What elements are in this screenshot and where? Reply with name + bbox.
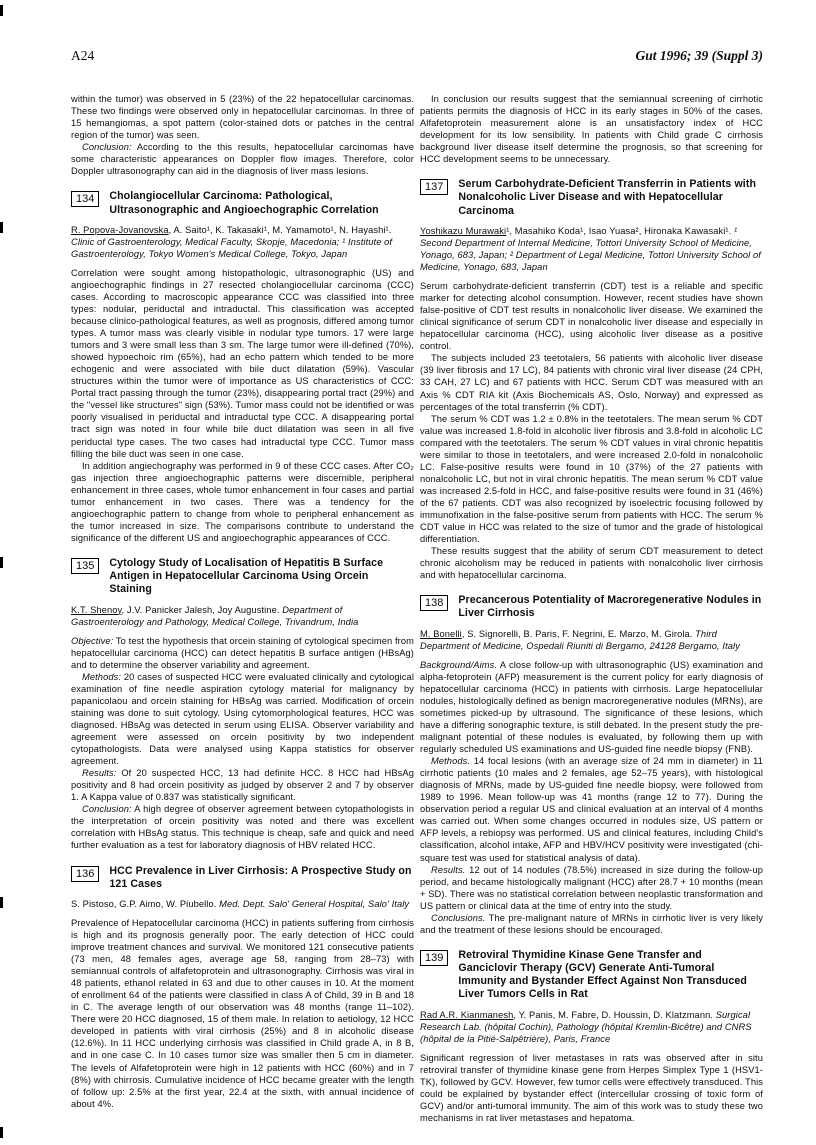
abstract-137-header bbox=[420, 178, 763, 218]
abstract-number-badge: 136 bbox=[71, 866, 99, 882]
co-authors: , Y. Panis, M. Fabre, D. Houssin, D. Klatzmann. bbox=[513, 1009, 716, 1020]
paragraph bbox=[71, 635, 414, 671]
paragraph-text: A high degree of observer agreement between cytopathologists in the interpretation of orcein positivity was noted and there was excellent correlation with HBsAg status. This technique is cheap, safe and quick and need further evaluation as a test for laboratory diagnosis of HBV related HCC. bbox=[71, 804, 414, 851]
abstract-133-continuation bbox=[71, 93, 414, 177]
paragraph bbox=[420, 755, 763, 863]
abstract-title: Cholangiocellular Carcinoma: Pathological, Ultrasonographic and Angioechographic Correlation bbox=[109, 190, 379, 216]
abstract-number-badge: 134 bbox=[71, 191, 99, 207]
first-author: M. Bonelli bbox=[420, 628, 462, 639]
abstract-139 bbox=[420, 949, 763, 1124]
paragraph-lead: Conclusions. bbox=[431, 912, 486, 923]
affiliation: ¹ Second Department of Internal Medicine, Tottori University School of Medicine, Yonago, 683, Japan; ² Department of Legal Medicine, Tottori University School of Medicine, Yonago, 683, Japan bbox=[420, 225, 761, 273]
paragraph-text: The pre-malignant nature of MRNs in cirrhotic liver is very likely and the treatment of these lesions should be encouraged. bbox=[420, 912, 763, 935]
left-column bbox=[71, 93, 414, 1110]
paragraph-text: The serum % CDT was 1.2 ± 0.8% in the teetotalers. The mean serum % CDT value was increased 1.8-fold in alcoholic liver fibrosis and 3.8-fold in alcoholic LC compared with the teetotalers. The serum % CDT values in viral chronic hepatitis were similar to those in teetotalers, and were increased 2.0-fold in nonalcoholic LC. False-positive results were found in 10 (37%) of the 27 patients with nonalcoholic LC, but not in viral chronic hepatitis. The mean serum % CDT value was increased 2.5-fold in HCC, and false-positive results were found in 31 (46%) of the 67 patients. CDT was also recognized by isoelectric focusing followed by immunofixation in the false-positive serum from patients with HCC. The serum % CDT value in HCC was related to the size of tumor and the grade of histological differentiation. bbox=[420, 413, 763, 545]
paragraph-text: In conclusion our results suggest that the semiannual screening of cirrhotic patients permits the diagnosis of HCC in its early stages in 50% of the cases. Alfafetoprotein measurement alone is an unsatisfactory index of HCC development for its low sensibility. In patients with Child grade C cirrhosis background liver disease itself determine the prognosis, so that screening for HCC development seems to be unnecessary. bbox=[420, 94, 763, 165]
paragraph-text: To test the hypothesis that orcein staining of cytological specimen from hepatocellular carcinoma (HCC) can detect hepatitis B surface antigen (HBsAg) and to determine the observer variability and agreement. bbox=[71, 635, 414, 670]
co-authors: S. Pistoso, G.P. Aimo, W. Piubello. bbox=[71, 898, 220, 909]
paragraph-text: within the tumor) was observed in 5 (23%) of the 22 hepatocellular carcinomas. These two findings were observed only in hepatocellular carcinomas. In three of 15 hemangiomas, a spot pattern (color-stained dots or patches in the central region of the tumor) was seen. bbox=[71, 94, 414, 141]
first-author: Rad A.R. Kianmanesh bbox=[420, 1009, 514, 1020]
paragraph-text: A close follow-up with ultrasonographic (US) examination and alpha-fetoprotein (AFP) measurement is the current policy for early diagnosis of hepatocellular carcinoma (HCC) in patients with cirrhosis. Large hepatocellular nodules, histologically defined as benign macroregenerative nodules (MRNs), are sometimes picked-up by ultrasound. The significance of these lesions, which have a differing sonographic texture, is still debated. In the present study the pre-malignant potential of these nodules is evaluated, by following them up with regularly scheduled US examinations and US-guided fine needle biopsy (FNB). bbox=[420, 659, 763, 755]
abstract-136-header bbox=[71, 865, 414, 891]
abstract-137 bbox=[420, 178, 763, 581]
first-author: R. Popova-Jovanovska bbox=[71, 224, 169, 235]
paragraph-text: In addition angiechography was performed in 9 of these CCC cases. After CO₂ gas injection three angioechographic patterns were discernible, peripheral enhancement in three cases, whole tumor enhancement in four cases and partial tumor enhancement in two cases. There was a tendency for the angioechographic pattern to change from whole to peripheral enhancement as the tumor increased in size. The comparisons contribute to understand the significance of the different US and angioechographic appearances of CCC. bbox=[71, 460, 414, 543]
paragraph bbox=[420, 545, 763, 581]
abstract-number-badge: 139 bbox=[420, 950, 448, 966]
affiliation: Department of Gastroenterology and Pathology, Medical College, Trivandrum, India bbox=[71, 604, 359, 627]
scan-edge-mark bbox=[0, 5, 3, 16]
abstract-title: Cytology Study of Localisation of Hepatitis B Surface Antigen in Hepatocellular Carcinoma Using Orcein Staining bbox=[109, 556, 384, 596]
abstract-authors bbox=[420, 225, 763, 273]
abstract-138 bbox=[420, 594, 763, 936]
paragraph-lead: Conclusion: bbox=[82, 142, 132, 153]
abstract-135 bbox=[71, 557, 414, 852]
affiliation: Med. Dept. Salo' General Hospital, Salo' Italy bbox=[219, 898, 410, 909]
co-authors: ¹, Masahiko Koda¹, Isao Yuasa², Hironaka Kawasaki¹. bbox=[506, 225, 734, 236]
abstract-title: HCC Prevalence in Liver Cirrhosis: A Prospective Study on 121 Cases bbox=[109, 864, 412, 890]
paragraph bbox=[71, 267, 414, 460]
paragraph-lead: Results: bbox=[82, 768, 117, 779]
abstract-136-continuation bbox=[420, 93, 763, 165]
abstract-number-badge: 137 bbox=[420, 179, 448, 195]
paragraph-text: Significant regression of liver metastases in rats was observed after in situ retroviral transfer of thymidine kinase gene from Herpes Simplex Type 1 (HSV1-TK), followed by GCV. However, few tumor cells were effectively transduced. This could be explained by bystander effect (intercellular crossing of toxic form of GCV) and/or anti-tumoral immunity. The aim of this work was to study these two mechanisms in rat liver metastases and hepatoma. bbox=[420, 1052, 763, 1124]
right-column bbox=[420, 93, 763, 1124]
paragraph bbox=[71, 93, 414, 141]
abstract-authors bbox=[420, 1009, 763, 1045]
paragraph-text: Prevalence of Hepatocellular carcinoma (HCC) in patients suffering from cirrhosis is high and its prognosis generally poor. The early detection of HCC could improve treatment chances and survival. We monitored 121 consecutive patients (73 men, 48 females ages, average age 58, ranging from 28–73) with semiannual controls of alfafetoprotein and ultrasonography. Cirrhosis was viral in 48 patients, ethanol related in 63 and due to other causes in 10. At the moment of enrollment 64 of the patients were classified in class A of Child, 39 in B and 18 in C. The average length of our observation was 48 months (range 11–102). There were 20 HCC diagnosed, 15 of them male. In relation to aetiology, 12 HCC developed in patients with viral cirrhosis (25%) and 8 in alcoholic disease (12.6%). In 11 HCC underlying cirrhosis was classified in Child grade A, in 8 B, and in one case C. In 10 cases tumor size was smaller then 5 cm in diameter. The levels of Alfafetoprotein were high in 12 patients with HCC (60%) and in 7 (8%) with chirrosis. Cumulative incidence of HCC became greater with the length of follow up: 2.5% at the first year, 22.4 at the sixth, with annual incidence of about 4%. bbox=[71, 917, 414, 1109]
paragraph bbox=[71, 671, 414, 767]
abstract-number-badge: 138 bbox=[420, 595, 448, 611]
abstract-title: Retroviral Thymidine Kinase Gene Transfer and Ganciclovir Therapy (GCV) Generate Anti-Tumoral Immunity and Bystander Effect Against Non Transduced Liver Tumors Cells in Rat bbox=[458, 948, 747, 1001]
paragraph-text: According to the this results, hepatocellular carcinomas have some characteristic appearances on Doppler flow images. Therefore, color Doppler ultrasonography can aid in the diagnosis of liver mass lesions. bbox=[71, 142, 414, 177]
scan-edge-mark bbox=[0, 897, 3, 908]
paragraph-text: These results suggest that the ability of serum CDT measurement to detect chronic alcoholism may be reduced in patients with nonalcoholic liver cirrhosis and with hepatocellular carcinoma. bbox=[420, 546, 763, 581]
paragraph-lead: Background/Aims. bbox=[420, 659, 498, 670]
paragraph bbox=[71, 767, 414, 803]
paragraph-lead: Conclusion: bbox=[82, 804, 132, 815]
paragraph bbox=[71, 917, 414, 1110]
abstract-134 bbox=[71, 190, 414, 544]
paragraph bbox=[420, 659, 763, 755]
abstract-136 bbox=[71, 865, 414, 1110]
paragraph-text: 20 cases of suspected HCC were evaluated clinically and cytological examination of fine needle aspiration cytology material for malignancy by papanicolaou and orcein staining for HBsAg was carried. Modification of orcein staining was done to suit cytology. Using cytomorphological features, HCC was diagnosed. HBsAg was detected in serum using ELISA. Observer variability and agreement were assessed on orcein positivity by two independent cytopathologists. Data were analysed using Kappa statistics for observer agreement. bbox=[71, 671, 414, 767]
paragraph-text: The subjects included 23 teetotalers, 56 patients with alcoholic liver disease (39 liver fibrosis and 17 LC), 84 patients with chronic viral liver disease (24 CPH, 33 CAH, 27 LC) and 67 patients with HCC. Serum CDT was measured with an Axis % CDT RIA kit (Axis Biochemicals AS, Oslo, Norway) and expressed as percentages of the total transferrin (% CDT). bbox=[420, 353, 763, 412]
journal-reference: Gut 1996; 39 (Suppl 3) bbox=[635, 48, 763, 63]
abstract-authors bbox=[71, 604, 414, 628]
paragraph bbox=[420, 864, 763, 912]
abstract-135-header bbox=[71, 557, 414, 597]
scan-edge-mark bbox=[0, 557, 3, 568]
paragraph bbox=[420, 280, 763, 352]
paragraph-text: 12 out of 14 nodules (78.5%) increased in size during the follow-up period, and became histologically malignant (HCC) after 28.7 + 10 months (mean + SD). There was no statistical correlation between neoplastic transformation and US pattern or clinical data at the time of entry into the study. bbox=[420, 864, 763, 911]
first-author: K.T. Shenoy bbox=[71, 604, 122, 615]
page-number: A24 bbox=[71, 48, 95, 63]
paragraph bbox=[420, 912, 763, 936]
paragraph-text: Correlation were sought among histopathologic, ultrasonographic (US) and angioechographic findings in 27 resected cholangiocellular carcinoma (CCC) cases. According to macroscopic appearance CCC was classified into three types: nodular, periductal and intraductal. This classification was accepted because clinico-pathological features, as well as prognosis, differed among tumor types. A tumor mass was clearly visible in nodular type tumors. 17 were large tumors and 3 were small less than 3 sm. The large tumor were ill-defined (70%), showed hypoechoic rim (65%), had an echo pattern which tended to be more echogenic and were associated with bile duct dilatation (59%). Vascular structures within the tumor were of importance as US characteristics of CCC: Portal tract passing through the tumor (23%), disappearing portal tract (29%) and the "vessel like structures" sign (53%). Tumor mass could not be identified or was poorly visualised in periductal and intraductal type CCC. A disappearing portal tract sign was noted in four while bile duct dilatation was seen in all five periductal type cases. The two cases had intraductal type CCC. Tumor mass filling the bile duct was seen in one case. bbox=[71, 267, 414, 459]
paragraph-text: Serum carbohydrate-deficient transferrin (CDT) test is a reliable and specific marker for detecting alcohol consumption. However, recent studies have shown false-positive of CDT test results in nonalcoholic liver disease. We examined the clinical significance of serum CDT in nonalcoholic liver disease and especially in hepatocellular carcinoma (HCC), using alcoholic liver disease as a positive control. bbox=[420, 281, 763, 352]
first-author: Yoshikazu Murawaki bbox=[420, 225, 507, 236]
paragraph bbox=[420, 413, 763, 546]
abstract-138-header bbox=[420, 594, 763, 620]
abstract-title: Precancerous Potentiality of Macroregenerative Nodules in Liver Cirrhosis bbox=[458, 594, 762, 620]
paragraph bbox=[420, 352, 763, 412]
paragraph-lead: Objective: bbox=[71, 635, 114, 646]
abstract-139-header bbox=[420, 949, 763, 1002]
paragraph-lead: Results. bbox=[431, 864, 466, 875]
affiliation: Surgical Research Lab. (hôpital Cochin), Pathology (hôpital Kremlin-Bicêtre) and CNRS (hôpital de la Pitié-Salpêtrière), Paris, France bbox=[420, 1009, 752, 1044]
paragraph bbox=[71, 460, 414, 544]
paragraph bbox=[71, 803, 414, 851]
abstract-authors bbox=[71, 898, 414, 910]
paragraph bbox=[420, 1052, 763, 1124]
abstract-134-header bbox=[71, 190, 414, 216]
affiliation: Clinic of Gastroenterology, Medical Faculty, Skopje, Macedonia; ¹ Institute of Gastroenterology, Tokyo Women's Medical College, Tokyo, Japan bbox=[71, 236, 393, 259]
paragraph-lead: Methods. bbox=[431, 756, 471, 767]
scan-edge-mark bbox=[0, 222, 3, 233]
co-authors: , S. Signorelli, B. Paris, F. Negrini, E. Marzo, M. Girola. bbox=[461, 628, 696, 639]
page-header bbox=[71, 48, 763, 64]
paragraph bbox=[71, 141, 414, 177]
abstract-authors bbox=[71, 224, 414, 260]
abstract-authors bbox=[420, 628, 763, 652]
paragraph-text: Of 20 suspected HCC, 13 had definite HCC. 8 HCC had HBsAg positivity and 8 had orcein positivity as judged by observer 2 and 7 by observer 1. A Kappa value of 0.837 was statistically significant. bbox=[71, 768, 414, 803]
paragraph-lead: Methods: bbox=[82, 671, 122, 682]
paragraph bbox=[420, 93, 763, 165]
abstract-title: Serum Carbohydrate-Deficient Transferrin in Patients with Nonalcoholic Liver Disease and with Hepatocellular Carcinoma bbox=[458, 178, 757, 217]
scan-edge-mark bbox=[0, 1127, 3, 1138]
abstract-number-badge: 135 bbox=[71, 558, 99, 574]
co-authors: , J.V. Panicker Jalesh, Joy Augustine. bbox=[121, 604, 283, 615]
affiliation: Third Department of Medicine, Ospedali Riuniti di Bergamo, 24128 Bergamo, Italy bbox=[420, 628, 740, 651]
co-authors: , A. Saito¹, K. Takasaki¹, M. Yamamoto¹, N. Hayashi¹. bbox=[168, 224, 392, 235]
paragraph-text: 14 focal lesions (with an average size of 24 mm in diameter) in 11 cirrhotic patients (10 males and 2 females, age 52–75 years), with histological diagnosis of MRNs, made by US-guided fine needle biopsy, were followed from 1989 to 1996. Mean follow-up was 41 months (range 12 to 77). During the observation period a regular US and clinical evaluation at an interval of 4 months was carried out. When some changes occurred in nodules size, US pattern or AFP levels, a rebiopsy was performed. US and clinical features, including Child's classification, alcohol intake, AFP and HBV/HCV positivity were investigated (chi-square test was used for statistical analysis of data). bbox=[420, 756, 763, 863]
